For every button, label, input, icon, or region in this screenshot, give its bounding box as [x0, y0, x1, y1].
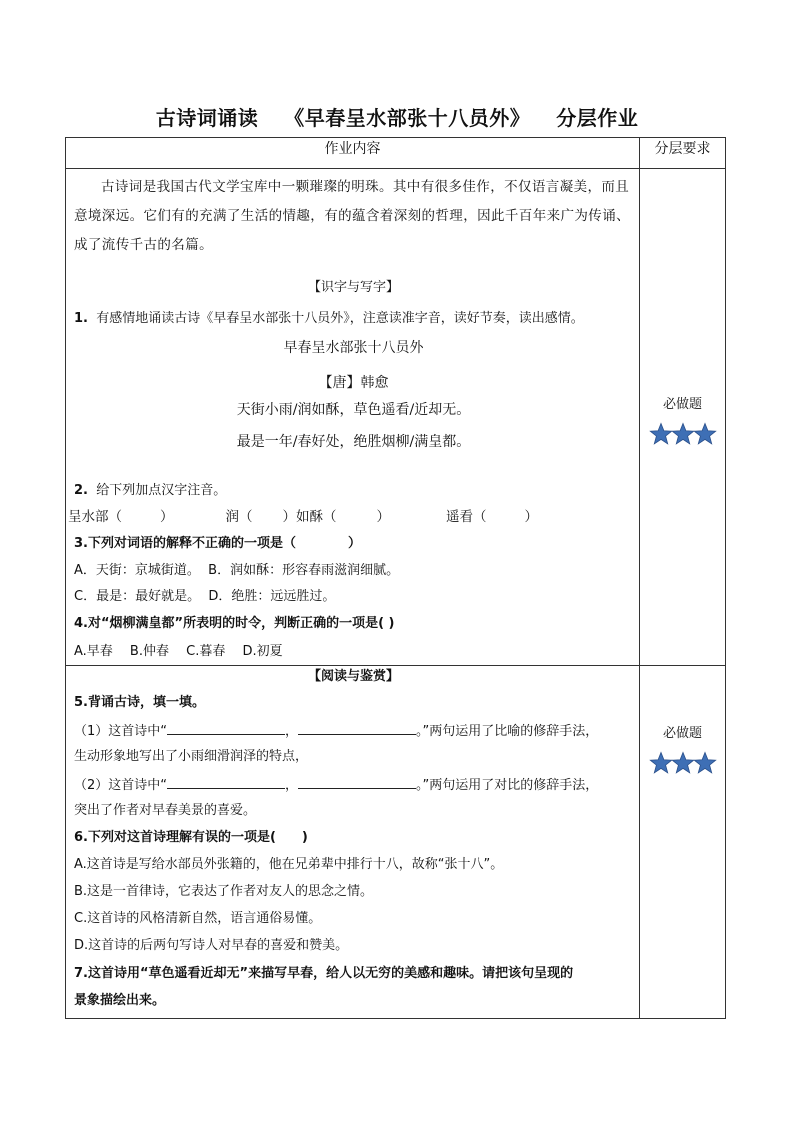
section-heading-literacy: 【识字与写字】	[307, 280, 399, 295]
q6-option-d: D.这首诗的后两句写诗人对早春的喜爱和赞美。	[74, 938, 349, 953]
q1-number: 1.	[74, 311, 88, 326]
q5-1-blank-b[interactable]	[298, 721, 416, 735]
q3-option-c: C．最是：最好就是。	[74, 589, 201, 604]
q5-part-1-cont: 生动形象地写出了小雨细滑润泽的特点，	[74, 749, 309, 764]
star-icon	[649, 751, 673, 775]
q5-part-1	[74, 721, 633, 741]
requirement-label-1: 必做题	[662, 397, 702, 412]
section2-content	[66, 666, 640, 1019]
star-rating-2	[640, 751, 725, 777]
section2-requirement	[640, 666, 726, 1019]
q2-item-4-close: ）	[524, 509, 538, 525]
section1-requirement	[640, 169, 726, 666]
q3-options-cd	[74, 588, 633, 606]
q3-option-a: A．天街：京城街道。	[74, 563, 200, 578]
header-content: 作业内容	[66, 138, 640, 169]
q1-text: 有感情地诵读古诗《早春呈水部张十八员外》，注意读准字音，读好节奏，读出感情。	[96, 311, 584, 326]
q5-1-prefix: （1）这首诗中“	[74, 724, 168, 739]
question-7-line-2: 景象描绘出来。	[74, 993, 166, 1008]
poem-line-2: 最是一年/春好处，绝胜烟柳/满皇都。	[236, 434, 471, 450]
q2-item-1-close: ）	[160, 509, 174, 525]
star-icon	[671, 422, 695, 446]
title-part2: 《早春呈水部张十八员外》	[284, 106, 531, 130]
q5-1-comma: ，	[285, 724, 299, 739]
section-heading-reading: 【阅读与鉴赏】	[307, 669, 399, 684]
title-part1: 古诗词诵读	[155, 106, 259, 130]
q5-2-comma: ，	[285, 778, 299, 793]
q2-item-3-open: ）如酥（	[282, 509, 337, 525]
q2-item-2-open: 润（	[225, 509, 253, 525]
question-6: 6.下列对这首诗理解有误的一项是( )	[74, 830, 308, 845]
q5-1-suffix: 。”两句运用了比喻的修辞手法，	[416, 724, 599, 739]
section1-content	[66, 169, 640, 666]
question-1	[74, 310, 633, 328]
q3-option-d: D．绝胜：远远胜过。	[208, 589, 336, 604]
star-icon	[693, 751, 717, 775]
q5-2-blank-a[interactable]	[167, 775, 285, 789]
star-icon	[671, 751, 695, 775]
question-3: 3.下列对词语的解释不正确的一项是（ ）	[74, 536, 361, 551]
q3-option-b: B．润如酥：形容春雨滋润细腻。	[208, 563, 400, 578]
q4-options: A.早春 B.仲春 C.暮春 D.初夏	[74, 644, 283, 659]
header-requirement: 分层要求	[640, 138, 726, 169]
q5-part-2	[74, 775, 633, 795]
intro-paragraph: 古诗词是我国古代文学宝库中一颗璀璨的明珠。其中有很多佳作，不仅语言凝美，而且意境深远。它们有的充满了生活的情趣，有的蕴含着深刻的哲理，因此千百年来广为传诵、成了流传千古的名篇。	[74, 179, 630, 253]
question-4: 4.对“烟柳满皇都”所表明的时令，判断正确的一项是( )	[74, 616, 395, 631]
q5-2-prefix: （2）这首诗中“	[74, 778, 168, 793]
q5-1-blank-a[interactable]	[167, 721, 285, 735]
q2-item-4-open: 遥看（	[446, 509, 487, 525]
q3-options-ab	[74, 562, 633, 580]
q2-text: 给下列加点汉字注音。	[96, 483, 227, 498]
q6-option-b: B.这是一首律诗，它表达了作者对友人的思念之情。	[74, 884, 374, 899]
poem-title: 早春呈水部张十八员外	[283, 340, 424, 356]
question-2	[74, 482, 633, 500]
q6-option-c: C.这首诗的风格清新自然，语言通俗易懂。	[74, 911, 322, 926]
star-icon	[693, 422, 717, 446]
question-5: 5.背诵古诗，填一填。	[74, 695, 205, 710]
title-part3: 分层作业	[556, 106, 639, 130]
requirement-label-2: 必做题	[662, 726, 702, 741]
q2-item-3-close: ）	[376, 509, 390, 525]
q2-number: 2.	[74, 483, 88, 498]
star-icon	[649, 422, 673, 446]
homework-table	[65, 137, 726, 1019]
q2-item-1-open: 呈水部（	[68, 509, 122, 525]
question-7-line-1: 7.这首诗用“草色遥看近却无”来描写早春，给人以无穷的美感和趣味。请把该句呈现的	[74, 966, 574, 981]
q6-option-a: A.这首诗是写给水部员外张籍的，他在兄弟辈中排行十八，故称“张十八”。	[74, 857, 504, 872]
poem-author: 【唐】韩愈	[318, 375, 389, 391]
poem-line-1: 天街小雨/润如酥，草色遥看/近却无。	[236, 402, 471, 418]
page-title	[0, 102, 794, 131]
q5-2-blank-b[interactable]	[298, 775, 416, 789]
q5-2-suffix: 。”两句运用了对比的修辞手法，	[416, 778, 599, 793]
q2-pinyin-items	[68, 508, 633, 526]
q5-part-2-cont: 突出了作者对早春美景的喜爱。	[74, 803, 257, 818]
star-rating-1	[640, 422, 725, 448]
